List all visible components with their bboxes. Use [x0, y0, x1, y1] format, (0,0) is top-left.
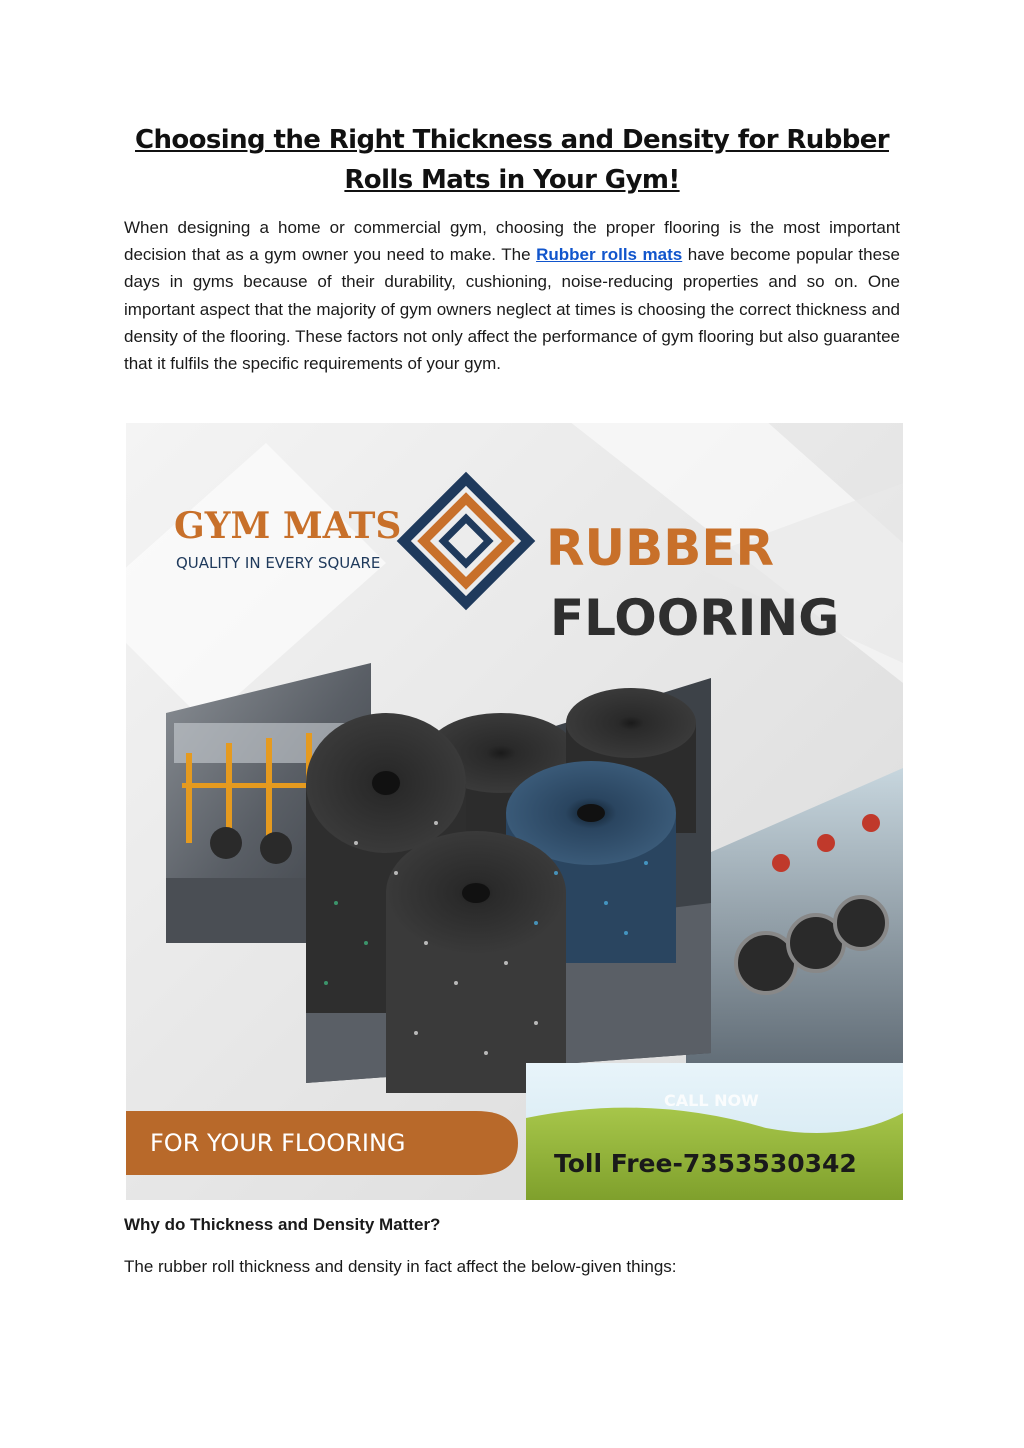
intro-text-2: have become popular these days in gyms because of their durability, cushioning, noise-reducing properties and so on. One important aspect that the majority of gym owners neglect at times is choosing the correct thickness and density of the flooring. These factors not only affect the performance of gym flooring but also guarantee that it fulfils the specific requirements of your gym.: [124, 245, 900, 374]
rubber-rolls-mats-link[interactable]: Rubber rolls mats: [536, 245, 683, 265]
page-title: Choosing the Right Thickness and Density for Rubber Rolls Mats in Your Gym!: [135, 125, 889, 195]
intro-text-1: When designing a home or commercial gym, choosing the proper flooring is the most important decision that as a gym owner you need to make. The: [124, 218, 900, 265]
intro-paragraph: [124, 214, 900, 377]
brand-tagline: QUALITY IN EVERY SQUARE: [176, 554, 381, 572]
cta-text: FOR YOUR FLOORING: [150, 1129, 406, 1157]
section-heading: Why do Thickness and Density Matter?: [124, 1215, 441, 1234]
section-text: The rubber roll thickness and density in fact affect the below-given things:: [124, 1257, 677, 1276]
headline-flooring: FLOORING: [550, 589, 840, 647]
headline-rubber: RUBBER: [546, 519, 774, 577]
promo-banner-image: [126, 423, 903, 1200]
call-now-text: CALL NOW: [664, 1091, 759, 1110]
rubber-rolls-photo: [306, 678, 711, 1093]
document-page: [124, 120, 900, 377]
brand-name: GYM MATS: [174, 505, 402, 547]
toll-free-number: Toll Free-7353530342: [554, 1149, 857, 1178]
